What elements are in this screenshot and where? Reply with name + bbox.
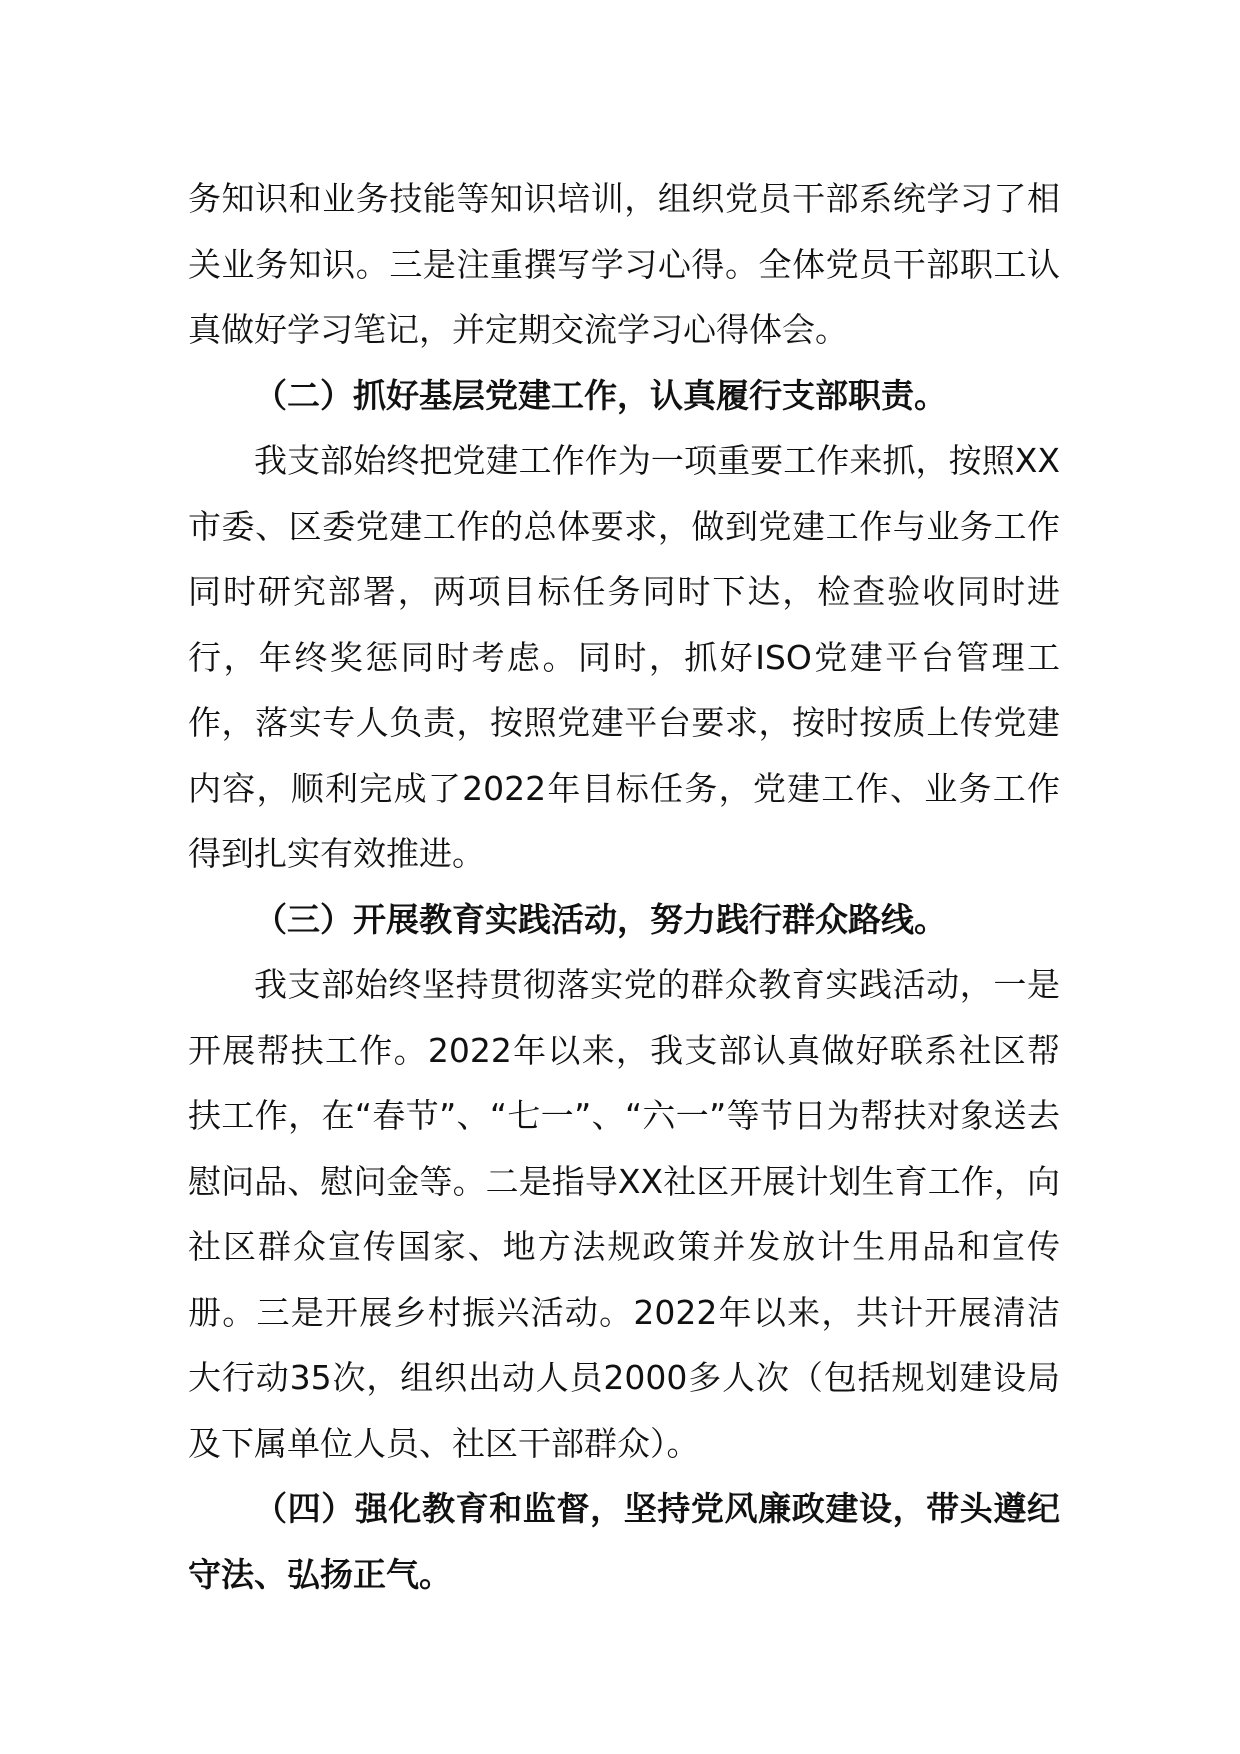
section-heading-4: （四）强化教育和监督，坚持党风廉政建设，带头遵纪守法、弘扬正气。 — [188, 1489, 1060, 1594]
paragraph-practice-activities: 我支部始终坚持贯彻落实党的群众教育实践活动，一是开展帮扶工作。2022年以来，我支部认真做好联系社区帮扶工作，在“春节”、“七一”、“六一”等节日为帮扶对象送去慰问品、慰问金等。二是指导XX社区开展计划生育工作，向社区群众宣传国家、地方法规政策并发放计生用品和宣传册。三是开展乡村振兴活动。2022年以来，共计开展清洁大行动35次，组织出动人员2000多人次（包括规划建设局及下属单位人员、社区干部群众）。 — [188, 965, 1060, 1463]
section-heading-2: （二）抓好基层党建工作，认真履行支部职责。 — [254, 375, 947, 415]
paragraph-training-continuation: 务知识和业务技能等知识培训，组织党员干部系统学习了相关业务知识。三是注重撰写学习心得。全体党员干部职工认真做好学习笔记，并定期交流学习心得体会。 — [188, 179, 1060, 349]
paragraph-party-building: 我支部始终把党建工作作为一项重要工作来抓，按照XX市委、区委党建工作的总体要求，做到党建工作与业务工作同时研究部署，两项目标任务同时下达，检查验收同时进行，年终奖惩同时考虑。同时，抓好ISO党建平台管理工作，落实专人负责，按照党建平台要求，按时按质上传党建内容，顺利完成了2022年目标任务，党建工作、业务工作得到扎实有效推进。 — [188, 441, 1060, 873]
section-heading-3: （三）开展教育实践活动，努力践行群众路线。 — [254, 899, 947, 939]
document-body — [188, 166, 1060, 1607]
